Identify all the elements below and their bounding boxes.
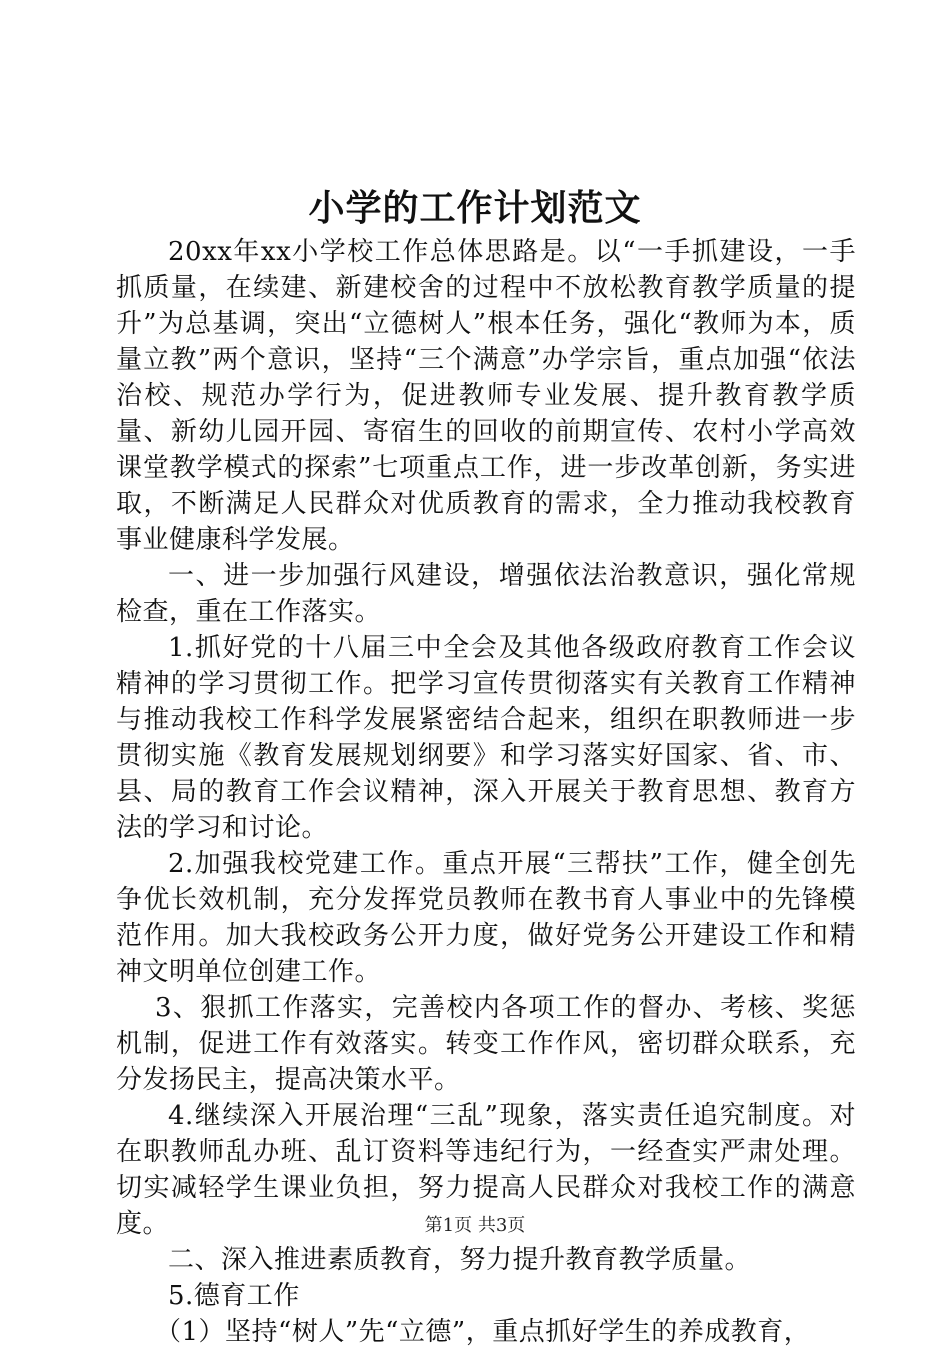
document-title: 小学的工作计划范文: [308, 187, 642, 229]
paragraph-item-4: 4.继续深入开展治理“三乱”现象，落实责任追究制度。对在职教师乱办班、乱订资料等违纪行为，一经查实严肃处理。切实减轻学生课业负担，努力提高人民群众对我校工作的满意度。: [116, 1101, 856, 1239]
page-footer: 第1页 共3页: [424, 1215, 526, 1236]
paragraph-item-5-heading: 5.德育工作: [168, 1281, 300, 1311]
paragraph-section-1-heading: 一、进一步加强行风建设，增强依法治教意识，强化常规检查，重在工作落实。: [116, 561, 856, 627]
paragraph-sub-item-1: （1）坚持“树人”先“立德”，重点抓好学生的养成教育，: [155, 1317, 811, 1347]
paragraph-section-2-heading: 二、深入推进素质教育，努力提升教育教学质量。: [168, 1245, 752, 1275]
paragraph-item-2: 2.加强我校党建工作。重点开展“三帮扶”工作，健全创先争优长效机制，充分发挥党员教师在教书育人事业中的先锋模范作用。加大我校政务公开力度，做好党务公开建设工作和精神文明单位创建工作。: [116, 849, 856, 987]
paragraph-item-1: 1.抓好党的十八届三中全会及其他各级政府教育工作会议精神的学习贯彻工作。把学习宣传贯彻落实有关教育工作精神与推动我校工作科学发展紧密结合起来，组织在职教师进一步贯彻实施《教育发展规划纲要》和学习落实好国家、省、市、县、局的教育工作会议精神，深入开展关于教育思想、教育方法的学习和讨论。: [116, 633, 856, 843]
paragraph-item-3: 3、狠抓工作落实，完善校内各项工作的督办、考核、奖惩机制，促进工作有效落实。转变工作作风，密切群众联系，充分发扬民主，提高决策水平。: [116, 993, 856, 1095]
paragraph-intro: 20xx年xx小学校工作总体思路是。以“一手抓建设，一手抓质量，在续建、新建校舍的过程中不放松教育教学质量的提升”为总基调，突出“立德树人”根本任务，强化“教师为本，质量立教”两个意识，坚持“三个满意”办学宗旨，重点加强“依法治校、规范办学行为，促进教师专业发展、提升教育教学质量、新幼儿园开园、寄宿生的回收的前期宣传、农村小学高效课堂教学模式的探索”七项重点工作，进一步改革创新，务实进取，不断满足人民群众对优质教育的需求，全力推动我校教育事业健康科学发展。: [116, 237, 856, 555]
document-body: [116, 234, 856, 1350]
